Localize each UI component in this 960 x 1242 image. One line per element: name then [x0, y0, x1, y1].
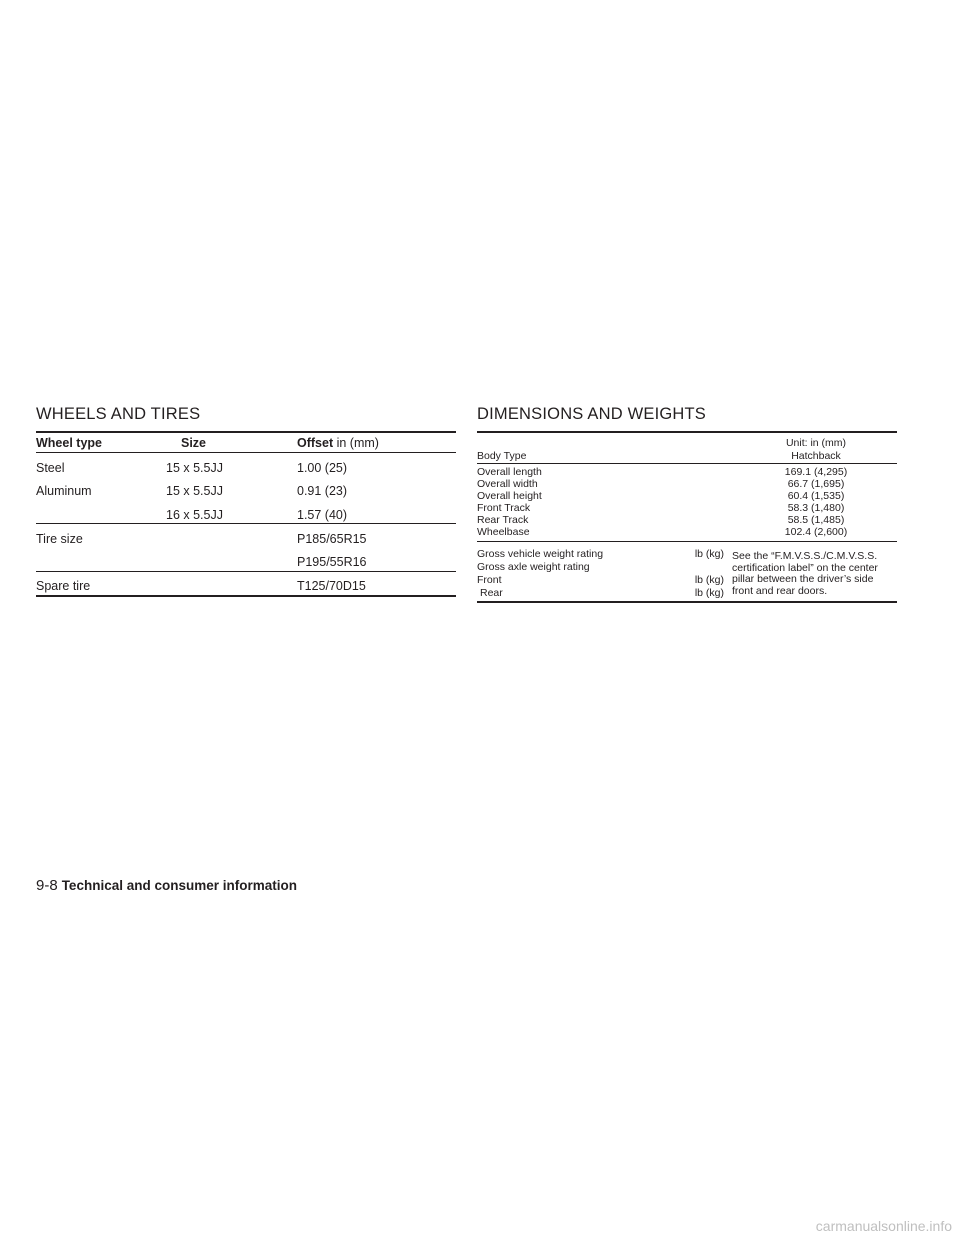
watermark: carmanualsonline.info [815, 1218, 952, 1234]
dim-label: Wheelbase [477, 526, 530, 538]
wheel-offset-cell: 0.91 (23) [297, 484, 348, 498]
dim-value: 58.5 (1,485) [787, 514, 845, 526]
header-size: Size [181, 436, 207, 450]
dimensions-header-rule [477, 463, 897, 464]
gawr-label: Gross axle weight rating [477, 561, 590, 573]
wheel-size-cell: 15 x 5.5JJ [166, 461, 223, 475]
chapter-title: Technical and consumer information [61, 878, 297, 893]
dim-label: Overall length [477, 466, 542, 478]
tire-size-label: Tire size [36, 532, 83, 546]
body-type-label: Body Type [477, 450, 527, 462]
dimensions-bottom-rule [477, 601, 897, 603]
rear-label: Rear [480, 587, 503, 599]
page-number: 9-8 [36, 877, 58, 894]
dim-value: 102.4 (2,600) [784, 526, 848, 538]
dim-value: 169.1 (4,295) [784, 466, 848, 478]
front-unit: lb (kg) [694, 574, 724, 586]
dim-label: Rear Track [477, 514, 529, 526]
column-header-hatchback: Hatchback [791, 450, 841, 462]
wheels-rule-2 [36, 571, 456, 572]
dimensions-top-rule [477, 431, 897, 433]
header-wheel-type: Wheel type [36, 436, 102, 450]
tire-size-value: P195/55R16 [297, 555, 367, 569]
spare-tire-label: Spare tire [36, 579, 91, 593]
dim-value: 66.7 (1,695) [787, 478, 845, 490]
wheel-offset-cell: 1.00 (25) [297, 461, 348, 475]
wheels-rule-1 [36, 523, 456, 524]
wheels-header-rule [36, 452, 456, 453]
dim-value: 58.3 (1,480) [787, 502, 845, 514]
gvwr-label: Gross vehicle weight rating [477, 548, 604, 560]
front-label: Front [477, 574, 502, 586]
dim-label: Overall height [477, 490, 542, 502]
header-offset: Offset in (mm) [297, 436, 379, 450]
wheel-size-cell: 16 x 5.5JJ [166, 508, 223, 522]
dim-label: Overall width [477, 478, 538, 490]
dim-value: 60.4 (1,535) [787, 490, 845, 502]
wheel-type-cell: Steel [36, 461, 65, 475]
dimensions-section-title: DIMENSIONS AND WEIGHTS [477, 405, 707, 423]
wheels-bottom-rule [36, 595, 456, 597]
rear-unit: lb (kg) [694, 587, 724, 599]
gvwr-unit: lb (kg) [694, 548, 724, 560]
wheel-size-cell: 15 x 5.5JJ [166, 484, 223, 498]
tire-size-value: P185/65R15 [297, 532, 367, 546]
certification-note: See the “F.M.V.S.S./C.M.V.S.S. certification label” on the center pillar between the driver’s side front and rear doors. [732, 550, 878, 597]
unit-label: Unit: in (mm) [785, 437, 847, 449]
page-footer [36, 877, 297, 895]
wheel-type-cell: Aluminum [36, 484, 92, 498]
dim-label: Front Track [477, 502, 531, 514]
spare-tire-value: T125/70D15 [297, 579, 366, 593]
wheels-section-title: WHEELS AND TIRES [36, 405, 201, 423]
wheels-top-rule [36, 431, 456, 433]
wheel-offset-cell: 1.57 (40) [297, 508, 348, 522]
dimensions-rule-1 [477, 541, 897, 542]
